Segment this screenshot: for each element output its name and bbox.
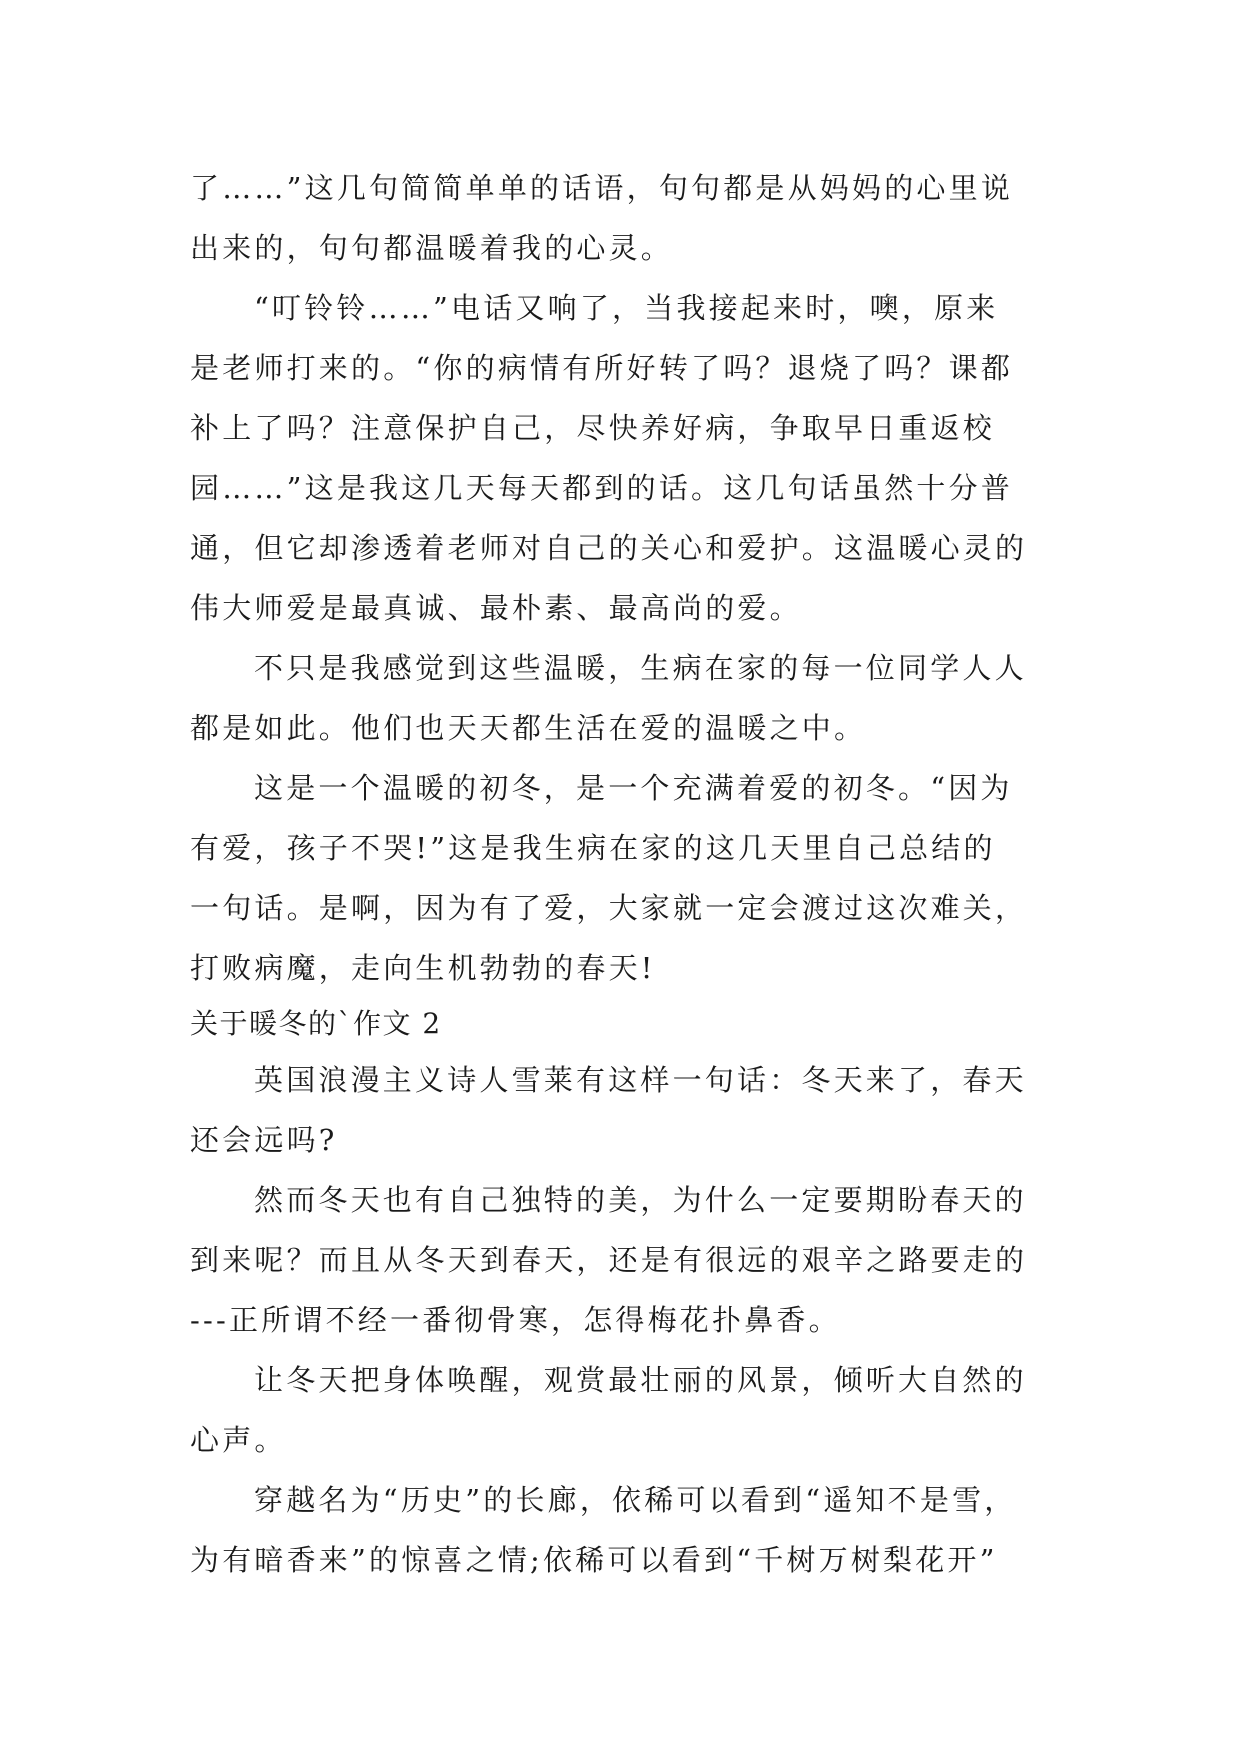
text-line: 然而冬天也有自己独特的美，为什么一定要期盼春天的: [254, 1183, 1027, 1217]
text-line: ---正所谓不经一番彻骨寒，怎得梅花扑鼻香。: [190, 1303, 841, 1337]
text-line: 补上了吗？注意保护自己，尽快养好病，争取早日重返校: [190, 411, 996, 445]
text-line: 有爱，孩子不哭!”这是我生病在家的这几天里自己总结的: [190, 831, 996, 865]
text-line: 为有暗香来”的惊喜之情;依稀可以看到“千树万树梨花开”: [190, 1543, 998, 1577]
text-line: 还会远吗?: [190, 1123, 338, 1157]
text-line: 穿越名为“历史”的长廊，依稀可以看到“遥知不是雪，: [254, 1483, 1017, 1517]
text-line: 了……”这几句简简单单的话语，句句都是从妈妈的心里说: [190, 171, 1014, 205]
section-heading: 关于暖冬的`作文 2: [190, 1007, 442, 1040]
text-line: 英国浪漫主义诗人雪莱有这样一句话：冬天来了，春天: [254, 1063, 1027, 1097]
text-line: 这是一个温暖的初冬，是一个充满着爱的初冬。“因为: [254, 771, 1013, 805]
text-line: 园……”这是我这几天每天都到的话。这几句话虽然十分普: [190, 471, 1014, 505]
text-line: 到来呢？而且从冬天到春天，还是有很远的艰辛之路要走的: [190, 1243, 1028, 1277]
text-line: 让冬天把身体唤醒，观赏最壮丽的风景，倾听大自然的: [254, 1363, 1027, 1397]
text-line: “叮铃铃……”电话又响了，当我接起来时，噢，原来: [254, 291, 999, 325]
text-line: 都是如此。他们也天天都生活在爱的温暖之中。: [190, 711, 867, 745]
text-line: 出来的，句句都温暖着我的心灵。: [190, 231, 674, 265]
text-line: 伟大师爱是最真诚、最朴素、最高尚的爱。: [190, 591, 802, 625]
text-line: 是老师打来的。“你的病情有所好转了吗？退烧了吗？课都: [190, 351, 1014, 385]
document-body: [190, 158, 1060, 1590]
text-line: 打败病魔，走向生机勃勃的春天!: [190, 951, 656, 985]
text-line: 一句话。是啊，因为有了爱，大家就一定会渡过这次难关，: [190, 891, 1028, 925]
text-line: 不只是我感觉到这些温暖，生病在家的每一位同学人人: [254, 651, 1027, 685]
text-line: 心声。: [190, 1423, 287, 1457]
text-line: 通，但它却渗透着老师对自己的关心和爱护。这温暖心灵的: [190, 531, 1028, 565]
